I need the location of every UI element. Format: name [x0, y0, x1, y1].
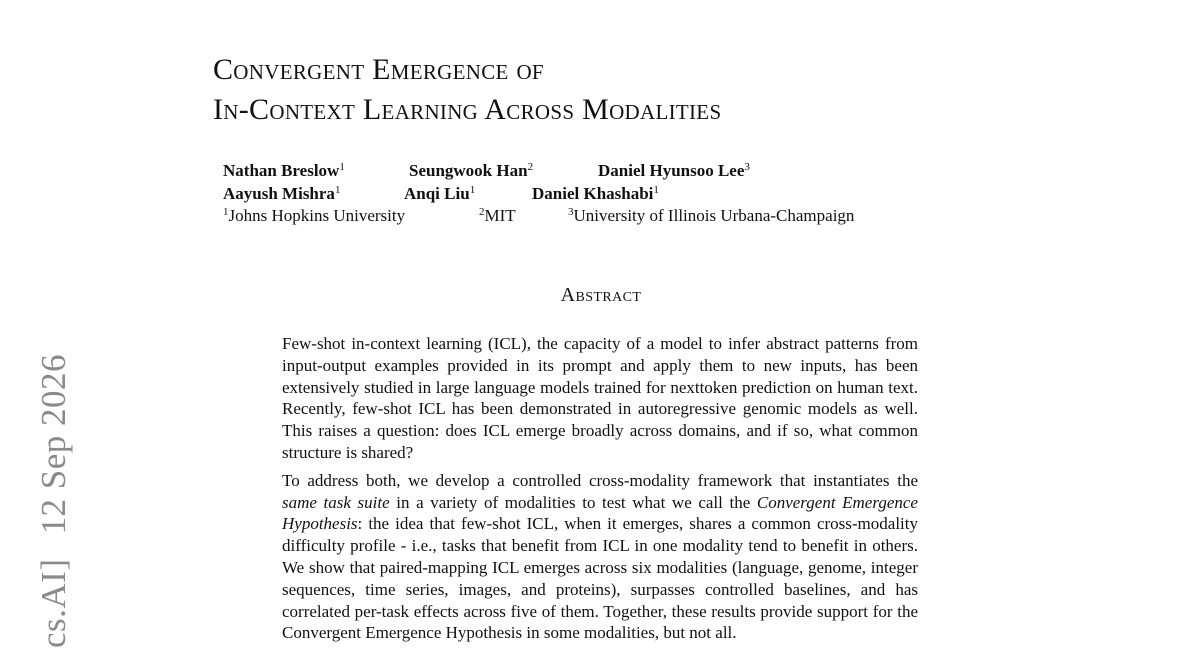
affiliation: $^3$University of Illinois Urbana-Champaign [568, 206, 855, 225]
affiliation: $^1$Johns Hopkins University [223, 206, 406, 225]
abstract-paragraph-2: To address both, we develop a controlled cross-modality framework that instantiates the same task suite in a variety of modalities to test what we call the Convergent Emergence Hypothesis: the idea that few-shot ICL, when it emerges, shares a common cross-modality difficulty profile - i.e., tasks that benefit from ICL in one modality tend to benefit in others. We show that paired-mapping ICL emerges across six modalities (language, genome, integer sequences, time series, images, and proteins), surpasses controlled baselines, and has correlated per-task effects across five of them. Together, these results provide support for the Convergent Emergence Hypothesis in some modalities, but not all. [282, 470, 918, 643]
affiliation-marker: 1 [339, 161, 345, 173]
paper-title-line-1: Convergent Emergence of [213, 53, 544, 86]
author-block [223, 160, 854, 228]
arxiv-side-stamp [34, 248, 74, 648]
author-name: Seungwook Han$^2$ [409, 161, 534, 180]
abstract-body [282, 333, 918, 650]
affiliation-marker: 1 [653, 183, 659, 196]
affiliation-marker: 1 [334, 183, 341, 196]
emphasis-hypothesis-name: Convergent Emergence Hypothesis [282, 492, 918, 534]
author-row-1 [223, 160, 854, 183]
author-name: Aayush Mishra$^1$ [223, 183, 341, 203]
affiliations-row [223, 205, 854, 228]
abstract-heading: Abstract [560, 284, 642, 306]
author-row-2 [223, 183, 854, 206]
author-name: Daniel Khashabi$^1$ [532, 183, 659, 203]
affiliation-marker: 3 [744, 161, 750, 173]
emphasis-same-task-suite: same task suite [282, 492, 390, 512]
author-name: Daniel Hyunsoo Lee$^3$ [598, 161, 750, 180]
author-name: Nathan Breslow$^1$ [223, 161, 345, 180]
affiliation-marker: 1 [469, 183, 476, 196]
affiliation: $^2$MIT [479, 206, 516, 225]
arxiv-category: cs.AI] [34, 558, 73, 648]
author-name: Anqi Liu$^1$ [404, 183, 476, 203]
abstract-paragraph-1: Few-shot in-context learning (ICL), the capacity of a model to infer abstract patterns from input-output examples provided in its prompt and apply them to new inputs, has been extensively studied in large language models trained for nexttoken prediction on human text. Recently, few-shot ICL has been demonstrated in autoregressive genomic models as well. This raises a question: does ICL emerge broadly across domains, and if so, what common structure is shared? [282, 334, 918, 462]
paper-title-line-2: In-Context Learning Across Modalities [213, 93, 722, 126]
arxiv-date: 12 Sep 2026 [34, 354, 73, 535]
affiliation-marker: 2 [527, 161, 534, 173]
paper-title [213, 50, 721, 130]
